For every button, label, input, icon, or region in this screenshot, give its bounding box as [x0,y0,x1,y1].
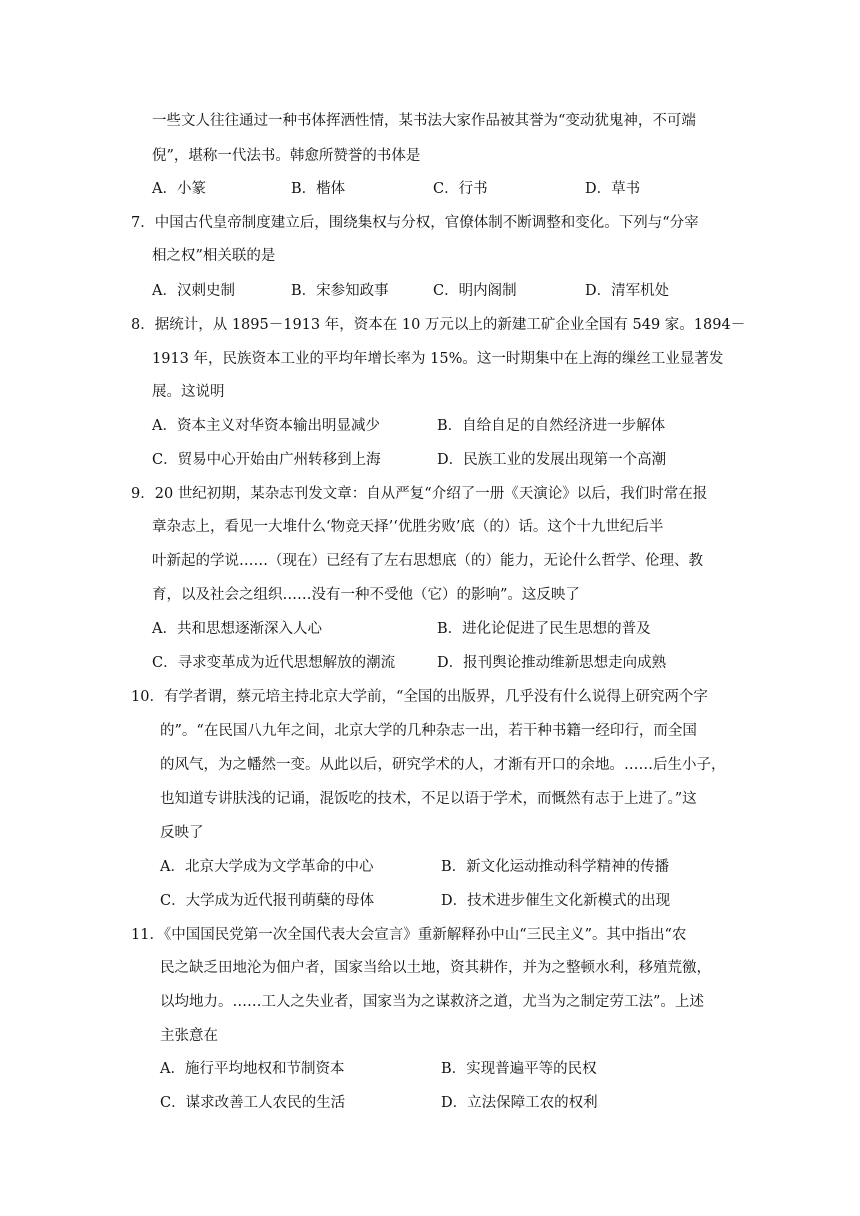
q9-option-a: A．共和思想逐渐深入人心 [152,621,322,637]
q9-stem-line-4: 育，以及社会之组织……没有一种不受他（它）的影响”。这反映了 [152,587,580,603]
q8-stem-line-2: 1913 年，民族资本工业的平均年增长率为 15%。这一时期集中在上海的缫丝工业显著发 [152,351,724,367]
q10-option-a: A．北京大学成为文学革命的中心 [160,859,374,875]
q11-stem-line-3: 以均地力。……工人之失业者，国家当为之谋救济之道，尤当为之制定劳工法”。上述 [160,994,704,1010]
q7-option-b: B．宋参知政事 [291,283,389,299]
q10-option-c: C．大学成为近代报刊萌蘖的母体 [160,893,375,909]
q10-option-b: B．新文化运动推动科学精神的传播 [441,859,670,875]
q10-stem-line-5: 反映了 [160,825,204,841]
q10-stem-line-3: 的风气，为之幡然一变。从此以后，研究学术的人，才渐有开口的余地。……后生小子， [160,757,726,773]
q9-stem-line-2: 章杂志上，看见一大堆什么‘物竞天择’‘优胜劣败’底（的）话。这个十九世纪后半 [152,519,664,535]
q9-option-d: D．报刊舆论推动维新思想走向成熟 [437,655,667,671]
q9-option-c: C．寻求变革成为近代思想解放的潮流 [152,655,396,671]
q11-option-d: D．立法保障工农的权利 [441,1095,598,1111]
q8-option-d: D．民族工业的发展出现第一个高潮 [437,452,667,468]
q9-stem-line-1: 9．20 世纪初期，某杂志刊发文章：自从严复“介绍了一册《天演论》以后，我们时常在报 [131,486,708,502]
q9-stem-line-3: 叶新起的学说……（现在）已经有了左右思想底（的）能力，无论什么哲学、伦理、教 [152,553,703,569]
q6-option-a: A．小篆 [152,181,206,197]
q11-stem-line-2: 民之缺乏田地沦为佃户者，国家当给以土地，资其耕作，并为之整顿水利，移殖荒徼， [160,960,711,976]
q7-option-a: A．汉刺史制 [152,283,235,299]
q6-option-c: C．行书 [433,181,488,197]
q8-stem-line-1: 8．据统计，从 1895－1913 年，资本在 10 万元以上的新建工矿企业全国有 549 家。1894－ [131,317,746,333]
q11-option-b: B．实现普遍平等的民权 [441,1061,597,1077]
q7-option-d: D．清军机处 [585,283,670,299]
q10-stem-line-1: 10．有学者谓，蔡元培主持北京大学前，“全国的出版界，几乎没有什么说得上研究两个字 [131,689,708,705]
q10-stem-line-4: 也知道专讲肤浅的记诵，混饭吃的技术，不足以语于学术，而慨然有志于上进了。”这 [160,791,697,807]
q7-stem-line-1: 7．中国古代皇帝制度建立后，围绕集权与分权，官僚体制不断调整和变化。下列与“分宰 [131,215,699,231]
q7-stem-line-2: 相之权”相关联的是 [152,248,276,264]
q6-option-b: B．楷体 [291,181,346,197]
q10-stem-line-2: 的”。“在民国八九年之间，北京大学的几种杂志一出，若干种书籍一经印行，而全国 [160,723,697,739]
q8-option-c: C．贸易中心开始由广州转移到上海 [152,452,381,468]
q10-option-d: D．技术进步催生文化新模式的出现 [441,893,671,909]
q11-stem-line-1: 11．《中国国民党第一次全国代表大会宣言》重新解释孙中山“三民主义”。其中指出“农 [131,927,687,943]
q8-option-b: B．自给自足的自然经济进一步解体 [437,418,666,434]
q9-option-b: B．进化论促进了民生思想的普及 [437,621,651,637]
q6-option-d: D．草书 [585,181,641,197]
q11-stem-line-4: 主张意在 [160,1028,218,1044]
q8-option-a: A．资本主义对华资本输出明显减少 [152,418,380,434]
q8-stem-line-3: 展。这说明 [152,384,225,400]
q6-stem-line-2: 倪”，堪称一代法书。韩愈所赞誉的书体是 [152,148,421,164]
q7-option-c: C．明内阁制 [433,283,517,299]
q6-stem-line-1: 一些文人往往通过一种书体挥洒性情，某书法大家作品被其誉为“变动犹鬼神，不可端 [152,113,696,129]
q11-option-c: C．谋求改善工人农民的生活 [160,1095,346,1111]
q11-option-a: A．施行平均地权和节制资本 [160,1061,345,1077]
